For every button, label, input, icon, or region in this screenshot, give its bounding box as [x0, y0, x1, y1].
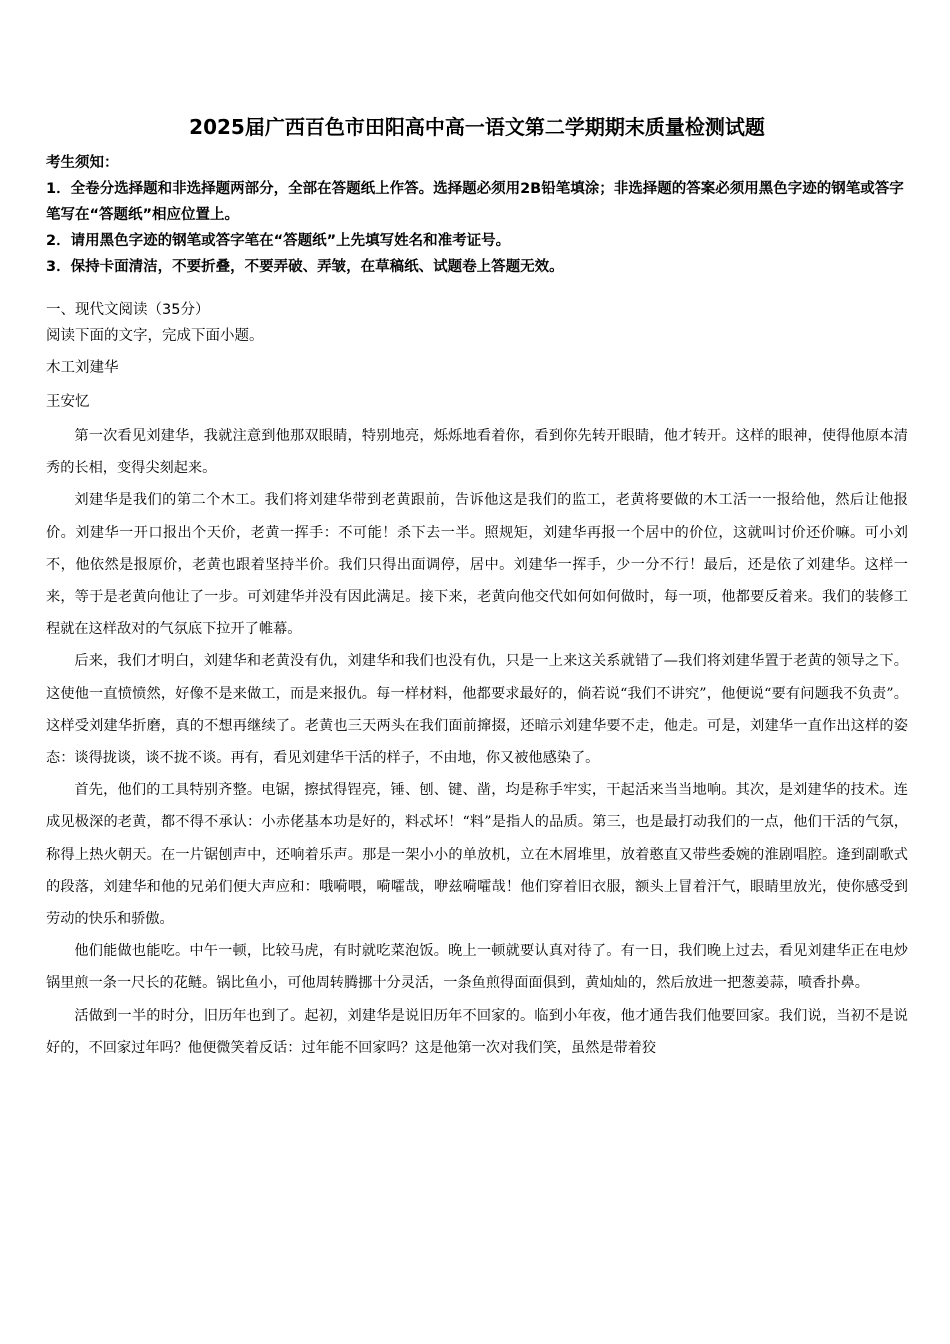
article-body [46, 420, 908, 1064]
paragraph-1: 第一次看见刘建华，我就注意到他那双眼睛，特别地亮，烁烁地看着你，看到你先转开眼睛，他才转开。这样的眼神，使得他原本清秀的长相，变得尖刻起来。 [46, 428, 908, 477]
section-instruction: 阅读下面的文字，完成下面小题。 [46, 328, 264, 344]
page-title: 2025届广西百色市田阳高中高一语文第二学期期末质量检测试题 [189, 115, 765, 139]
article-title: 木工刘建华 [46, 360, 119, 376]
article-author: 王安忆 [46, 394, 90, 410]
section-heading: 一、现代文阅读（35分） [46, 302, 210, 318]
paragraph-2: 刘建华是我们的第二个木工。我们将刘建华带到老黄跟前，告诉他这是我们的监工，老黄将要做的木工活一一报给他，然后让他报价。刘建华一开口报出个天价，老黄一挥手：不可能！杀下去一半。照规矩，刘建华再报一个居中的价位，这就叫讨价还价嘛。可小刘不，他依然是报原价，老黄也跟着坚持半价。我们只得出面调停，居中。刘建华一挥手，少一分不行！最后，还是依了刘建华。这样一来，等于是老黄向他让了一步。可刘建华并没有因此满足。接下来，老黄向他交代如何如何做时，每一项，他都要反着来。我们的装修工程就在这样敌对的气氛底下拉开了帷幕。 [46, 492, 908, 638]
notice-heading: 考生须知： [46, 155, 119, 171]
paragraph-6: 活做到一半的时分，旧历年也到了。起初，刘建华是说旧历年不回家的。临到小年夜，他才通告我们他要回家。我们说，当初不是说好的，不回家过年吗？他便微笑着反话：过年能不回家吗？这是他第一次对我们笑，虽然是带着狡 [46, 1007, 908, 1056]
section-header [46, 297, 908, 349]
candidate-notice [46, 150, 908, 280]
notice-item-1: 1．全卷分选择题和非选择题两部分，全部在答题纸上作答。选择题必须用2B铅笔填涂；非选择题的答案必须用黑色字迹的钢笔或答字笔写在“答题纸”相应位置上。 [46, 181, 904, 223]
paragraph-4: 首先，他们的工具特别齐整。电锯，擦拭得锃亮，锤、刨、键、凿，均是称手牢实，干起活来当当地响。其次，是刘建华的技术。连成见极深的老黄，都不得不承认：小赤佬基本功是好的，料忒坏！“料”是指人的品质。第三，也是最打动我们的一点，他们干活的气氛，称得上热火朝天。在一片锯刨声中，还响着乐声。那是一架小小的单放机，立在木屑堆里，放着憨直又带些委婉的淮剧唱腔。逢到副歌式的段落，刘建华和他的兄弟们便大声应和：哦嗬喂，嗬嚯哉，咿兹嗬嚯哉！他们穿着旧衣服，额头上冒着汗气，眼睛里放光，使你感受到劳动的快乐和骄傲。 [46, 782, 908, 928]
paragraph-3: 后来，我们才明白，刘建华和老黄没有仇，刘建华和我们也没有仇，只是一上来这关系就错了—我们将刘建华置于老黄的领导之下。这使他一直愤愤然，好像不是来做工，而是来报仇。每一样材料，他都要求最好的，倘若说“我们不讲究”，他便说“要有问题我不负责”。这样受刘建华折磨，真的不想再继续了。老黄也三天两头在我们面前撺掇，还暗示刘建华要不走，他走。可是，刘建华一直作出这样的姿态：谈得拢谈，谈不拢不谈。再有，看见刘建华干活的样子，不由地，你又被他感染了。 [46, 653, 908, 767]
notice-item-2: 2．请用黑色字迹的钢笔或答字笔在“答题纸”上先填写姓名和准考证号。 [46, 233, 511, 249]
notice-item-3: 3．保持卡面清洁，不要折叠，不要弄破、弄皱，在草稿纸、试题卷上答题无效。 [46, 259, 564, 275]
paragraph-5: 他们能做也能吃。中午一顿，比较马虎，有时就吃菜泡饭。晚上一顿就要认真对待了。有一日，我们晚上过去，看见刘建华正在电炒锅里煎一条一尺长的花鲢。锅比鱼小，可他周转腾挪十分灵活，一条鱼煎得面面俱到，黄灿灿的，然后放进一把葱姜蒜，喷香扑鼻。 [46, 943, 908, 992]
